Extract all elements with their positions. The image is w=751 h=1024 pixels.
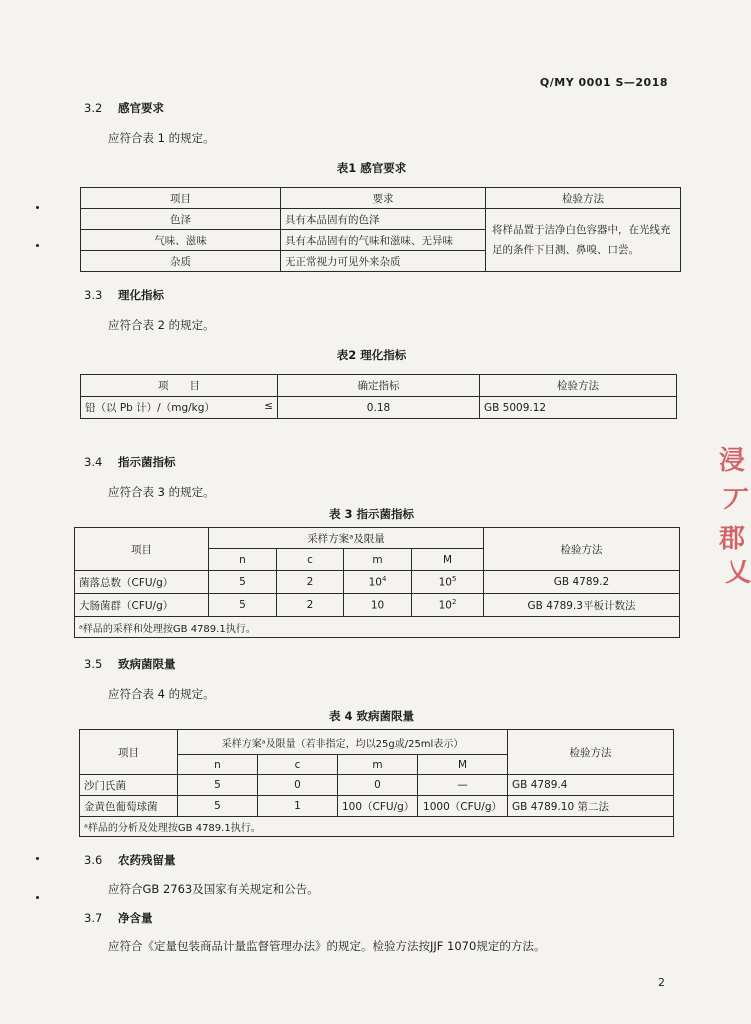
value-base: 10 xyxy=(370,599,385,612)
table-4-pathogen-limits xyxy=(79,729,674,837)
value-exponent: 2 xyxy=(451,598,457,607)
section-title: 致病菌限量 xyxy=(118,657,176,671)
section-number: 3.6 xyxy=(84,853,103,867)
margin-dot xyxy=(36,244,39,247)
table-2-physicochemical xyxy=(80,374,677,419)
table-cell: 0 xyxy=(258,775,338,796)
section-3-2-text: 应符合表 1 的规定。 xyxy=(108,131,215,145)
table-cell: 2 xyxy=(277,594,344,617)
header-cell: 检验方法 xyxy=(484,528,680,571)
value-base: 10 xyxy=(438,599,452,612)
table-cell: 大肠菌群（CFU/g） xyxy=(75,594,209,617)
subheader-cell: n xyxy=(209,549,277,571)
header-cell: 采样方案ᵃ及限量 xyxy=(209,528,484,549)
table-cell: 1000（CFU/g） xyxy=(418,796,508,817)
item-label: 铅（以 Pb 计）/（mg/kg） xyxy=(85,402,215,414)
header-cell: 项目 xyxy=(81,188,281,209)
margin-dot xyxy=(36,896,39,899)
value-exponent: 4 xyxy=(381,575,387,584)
table-cell xyxy=(81,397,278,419)
table-cell: — xyxy=(418,775,508,796)
table-cell: 杂质 xyxy=(81,251,281,272)
table-cell: GB 4789.10 第二法 xyxy=(508,796,674,817)
section-3-6-heading xyxy=(84,852,176,868)
table-cell: 具有本品固有的气味和滋味、无异味 xyxy=(281,230,486,251)
table-note: ᵃ样品的采样和处理按GB 4789.1执行。 xyxy=(75,617,680,638)
header-cell: 检验方法 xyxy=(508,730,674,775)
subheader-cell: M xyxy=(418,755,508,775)
table-3-caption: 表 3 指示菌指标 xyxy=(328,507,414,521)
table-cell xyxy=(344,594,412,617)
section-number: 3.5 xyxy=(84,657,103,671)
section-3-3-heading xyxy=(84,287,164,303)
page-number: 2 xyxy=(658,976,665,989)
table-cell: 0.18 xyxy=(278,397,480,419)
section-title: 指示菌指标 xyxy=(118,455,176,469)
section-3-4-text: 应符合表 3 的规定。 xyxy=(108,485,215,499)
margin-dot xyxy=(36,206,39,209)
method-cell: 将样品置于洁净白色容器中，在光线充足的条件下目测、鼻嗅、口尝。 xyxy=(486,209,681,272)
table-cell: GB 4789.3平板计数法 xyxy=(484,594,680,617)
section-3-6-text: 应符合GB 2763及国家有关规定和公告。 xyxy=(108,882,319,896)
table-4-caption: 表 4 致病菌限量 xyxy=(328,709,414,723)
table-cell: 5 xyxy=(209,571,277,594)
table-2-caption: 表2 理化指标 xyxy=(336,348,407,362)
table-note: ᵃ样品的分析及处理按GB 4789.1执行。 xyxy=(80,817,674,837)
header-cell: 检验方法 xyxy=(486,188,681,209)
table-cell: 100（CFU/g） xyxy=(338,796,418,817)
table-cell: 具有本品固有的色泽 xyxy=(281,209,486,230)
table-cell: 无正常视力可见外来杂质 xyxy=(281,251,486,272)
subheader-cell: n xyxy=(178,755,258,775)
table-cell: 5 xyxy=(178,796,258,817)
margin-dot xyxy=(36,857,39,860)
seal-char: 乂 xyxy=(725,558,751,588)
table-cell: GB 4789.2 xyxy=(484,571,680,594)
section-title: 农药残留量 xyxy=(118,853,176,867)
seal-char: 丆 xyxy=(723,486,750,516)
seal-char: 浸 xyxy=(719,446,746,476)
section-title: 感官要求 xyxy=(118,101,164,115)
section-3-2-heading xyxy=(84,100,164,116)
table-1-caption: 表1 感官要求 xyxy=(336,161,407,175)
table-cell: 菌落总数（CFU/g） xyxy=(75,571,209,594)
section-3-3-text: 应符合表 2 的规定。 xyxy=(108,318,215,332)
table-cell: 气味、滋味 xyxy=(81,230,281,251)
subheader-cell: M xyxy=(412,549,484,571)
table-cell: 1 xyxy=(258,796,338,817)
section-title: 净含量 xyxy=(118,911,153,925)
value-base: 10 xyxy=(438,576,452,589)
section-number: 3.7 xyxy=(84,911,103,925)
table-3-indicator-bacteria xyxy=(74,527,680,638)
header-cell: 项目 xyxy=(80,730,178,775)
red-seal-stamp xyxy=(719,440,751,590)
section-3-7-text: 应符合《定量包装商品计量监督管理办法》的规定。检验方法按JJF 1070规定的方法。 xyxy=(108,939,546,953)
header-cell: 项 目 xyxy=(81,375,278,397)
section-3-5-heading xyxy=(84,656,176,672)
table-cell: 5 xyxy=(209,594,277,617)
table-1-sensory xyxy=(80,187,681,272)
section-number: 3.3 xyxy=(84,288,103,302)
subheader-cell: m xyxy=(344,549,412,571)
value-base: 10 xyxy=(368,576,382,589)
table-cell: 沙门氏菌 xyxy=(80,775,178,796)
subheader-cell: c xyxy=(258,755,338,775)
table-cell: 金黄色葡萄球菌 xyxy=(80,796,178,817)
header-cell: 检验方法 xyxy=(480,375,677,397)
less-equal-symbol: ≤ xyxy=(264,400,273,412)
section-3-4-heading xyxy=(84,454,176,470)
table-cell: 色泽 xyxy=(81,209,281,230)
table-cell: GB 5009.12 xyxy=(480,397,677,419)
table-cell: 2 xyxy=(277,571,344,594)
subheader-cell: c xyxy=(277,549,344,571)
subheader-cell: m xyxy=(338,755,418,775)
header-cell: 要求 xyxy=(281,188,486,209)
header-cell: 确定指标 xyxy=(278,375,480,397)
section-3-7-heading xyxy=(84,910,153,926)
seal-char: 郡 xyxy=(719,524,746,554)
header-cell: 项目 xyxy=(75,528,209,571)
section-number: 3.2 xyxy=(84,101,103,115)
header-cell: 采样方案ᵃ及限量（若非指定，均以25g或/25ml表示） xyxy=(178,730,508,755)
table-cell: 5 xyxy=(178,775,258,796)
section-number: 3.4 xyxy=(84,455,103,469)
value-exponent: 5 xyxy=(451,575,457,584)
section-3-5-text: 应符合表 4 的规定。 xyxy=(108,687,215,701)
table-cell xyxy=(344,571,412,594)
table-cell: 0 xyxy=(338,775,418,796)
section-title: 理化指标 xyxy=(118,288,164,302)
table-cell xyxy=(412,571,484,594)
table-cell: GB 4789.4 xyxy=(508,775,674,796)
standard-code: Q/MY 0001 S—2018 xyxy=(539,76,668,89)
table-cell xyxy=(412,594,484,617)
